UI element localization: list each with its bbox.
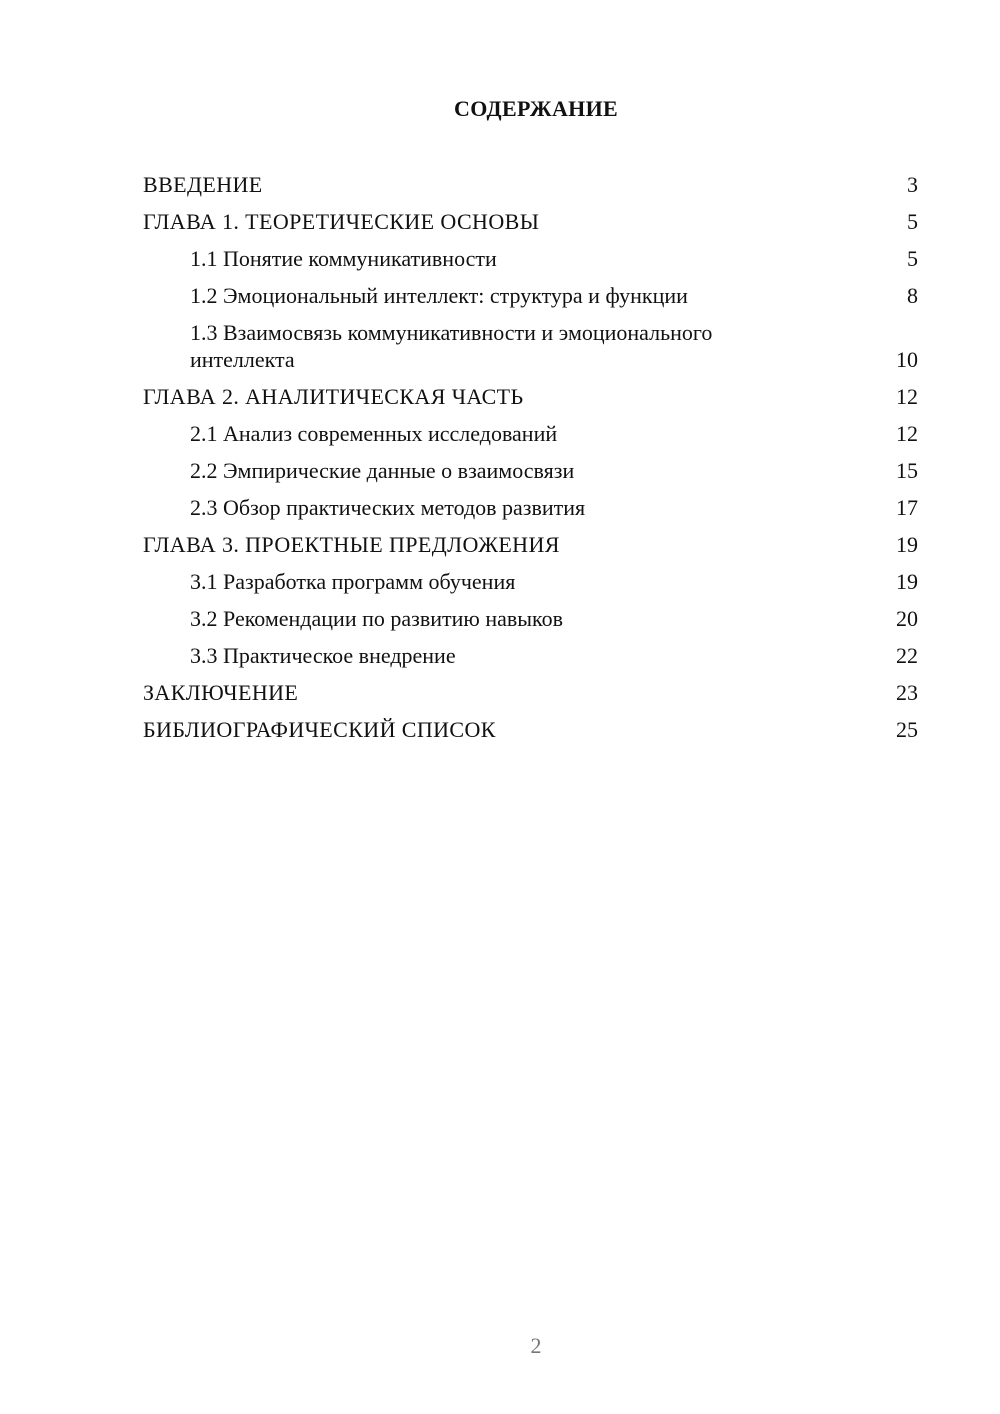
toc-entry-page: 5 <box>907 209 918 234</box>
toc-entry-section-2-1[interactable] <box>143 415 918 452</box>
toc-entry-label: ВВЕДЕНИЕ <box>143 172 263 197</box>
toc-entry-bibliography[interactable] <box>143 711 918 748</box>
toc-title: СОДЕРЖАНИЕ <box>454 96 618 121</box>
toc-entry-section-3-2[interactable] <box>143 600 918 637</box>
toc-entry-label: 2.1 Анализ современных исследований <box>190 421 558 446</box>
toc-entry-label: 1.1 Понятие коммуникативности <box>190 246 497 271</box>
toc-entry-chapter-1[interactable] <box>143 203 918 240</box>
toc-entry-page: 23 <box>896 680 918 705</box>
toc-entry-page: 3 <box>907 172 918 197</box>
toc-entry-conclusion[interactable] <box>143 674 918 711</box>
toc-entry-section-1-2[interactable] <box>143 277 918 314</box>
toc-entry-label: 3.1 Разработка программ обучения <box>190 569 516 594</box>
toc-entry-label: ГЛАВА 2. АНАЛИТИЧЕСКАЯ ЧАСТЬ <box>143 384 524 409</box>
page-number: 2 <box>530 1333 542 1358</box>
toc-entry-chapter-2[interactable] <box>143 378 918 415</box>
toc-entry-label: 1.3 Взаимосвязь коммуникативности и эмоционального интеллекта <box>190 320 713 372</box>
toc-entry-label: 2.3 Обзор практических методов развития <box>190 495 586 520</box>
toc-entry-label: 1.2 Эмоциональный интеллект: структура и функции <box>190 283 688 308</box>
toc-entry-label: БИБЛИОГРАФИЧЕСКИЙ СПИСОК <box>143 717 496 742</box>
toc-entry-section-3-3[interactable] <box>143 637 918 674</box>
toc-entry-introduction[interactable] <box>143 166 918 203</box>
toc-entry-page: 22 <box>896 643 918 668</box>
toc-entry-page: 8 <box>907 283 918 308</box>
toc-entry-page: 10 <box>896 347 918 372</box>
toc-entry-page: 19 <box>896 569 918 594</box>
toc-entry-page: 17 <box>896 495 918 520</box>
toc-entry-section-3-1[interactable] <box>143 563 918 600</box>
toc-entry-section-2-2[interactable] <box>143 452 918 489</box>
toc-entry-page: 25 <box>896 717 918 742</box>
toc-entry-section-2-3[interactable] <box>143 489 918 526</box>
toc-entry-label: ГЛАВА 3. ПРОЕКТНЫЕ ПРЕДЛОЖЕНИЯ <box>143 532 560 557</box>
toc-entry-label: 3.3 Практическое внедрение <box>190 643 456 668</box>
toc-entry-page: 19 <box>896 532 918 557</box>
toc-entry-page: 12 <box>896 421 918 446</box>
toc-entry-section-1-3[interactable] <box>143 314 918 378</box>
toc-entry-label: 3.2 Рекомендации по развитию навыков <box>190 606 563 631</box>
toc-entry-page: 12 <box>896 384 918 409</box>
toc-entry-label: ЗАКЛЮЧЕНИЕ <box>143 680 299 705</box>
toc-entry-label: ГЛАВА 1. ТЕОРЕТИЧЕСКИЕ ОСНОВЫ <box>143 209 540 234</box>
toc-entry-page: 20 <box>896 606 918 631</box>
table-of-contents <box>143 166 918 748</box>
toc-entry-page: 15 <box>896 458 918 483</box>
toc-entry-page: 5 <box>907 246 918 271</box>
toc-entry-section-1-1[interactable] <box>143 240 918 277</box>
toc-entry-label: 2.2 Эмпирические данные о взаимосвязи <box>190 458 575 483</box>
toc-entry-chapter-3[interactable] <box>143 526 918 563</box>
